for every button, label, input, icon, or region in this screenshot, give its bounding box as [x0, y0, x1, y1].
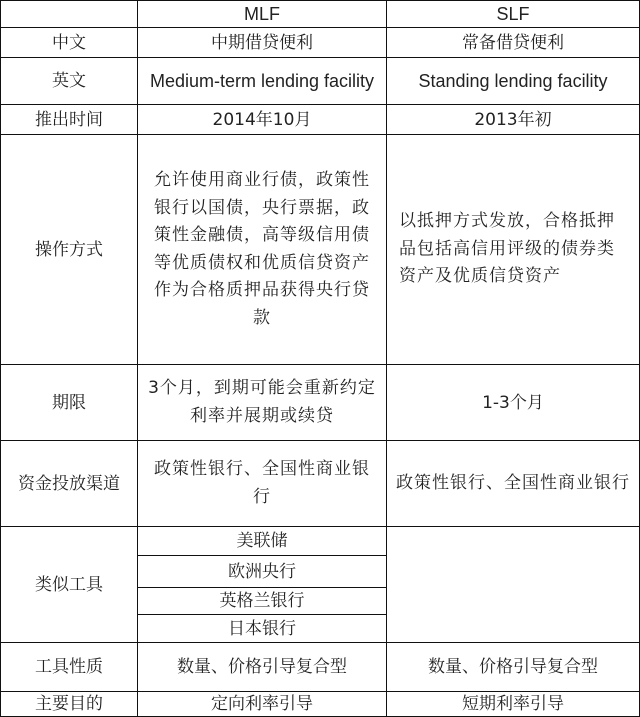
- slf-purpose: 短期利率引导: [462, 694, 564, 714]
- mlf-similar-tool-boj: 日本银行: [228, 618, 296, 639]
- row-label-operation: 操作方式: [35, 239, 103, 260]
- header-blank: [1, 1, 137, 27]
- slf-english-name: Standing lending facility: [418, 71, 608, 91]
- slf-channel: 政策性银行、全国性商业银行: [396, 472, 630, 493]
- header-slf: SLF: [496, 4, 530, 24]
- slf-term: 1-3个月: [482, 392, 544, 413]
- mlf-similar-tool-fed: 美联储: [236, 531, 288, 551]
- mlf-purpose: 定向利率引导: [211, 694, 313, 714]
- row-label-english-name: 英文: [52, 71, 86, 91]
- mlf-similar-tool-ecb: 欧洲央行: [228, 561, 296, 582]
- slf-operation: 以抵押方式发放，合格抵押品包括高信用评级的债券类资产及优质信贷资产: [399, 211, 615, 287]
- slf-similar-tools: [387, 527, 639, 642]
- row-label-launch-time: 推出时间: [35, 109, 103, 130]
- row-label-term: 期限: [52, 392, 86, 413]
- slf-chinese-name: 常备借贷便利: [462, 32, 564, 53]
- row-label-chinese-name: 中文: [52, 32, 86, 53]
- mlf-operation: 允许使用商业行债，政策性银行以国债，央行票据，政策性金融债，高等级信用债等优质债权和优质信贷资产作为合格质押品获得央行贷款: [154, 170, 370, 328]
- header-mlf: MLF: [244, 4, 280, 24]
- row-label-nature: 工具性质: [35, 657, 103, 677]
- row-label-channel: 资金投放渠道: [18, 473, 120, 494]
- row-label-similar-tools: 类似工具: [35, 574, 103, 595]
- slf-launch-time: 2013年初: [474, 109, 552, 130]
- mlf-launch-time: 2014年10月: [212, 109, 312, 130]
- row-label-purpose: 主要目的: [35, 694, 103, 714]
- mlf-channel: 政策性银行、全国性商业银行: [154, 459, 370, 507]
- mlf-nature: 数量、价格引导复合型: [177, 657, 347, 677]
- mlf-chinese-name: 中期借贷便利: [211, 32, 313, 53]
- mlf-english-name: Medium-term lending facility: [149, 71, 375, 91]
- mlf-similar-tool-boe: 英格兰银行: [219, 591, 305, 611]
- slf-nature: 数量、价格引导复合型: [428, 657, 598, 677]
- mlf-term: 3个月，到期可能会重新约定利率并展期或续贷: [148, 378, 376, 426]
